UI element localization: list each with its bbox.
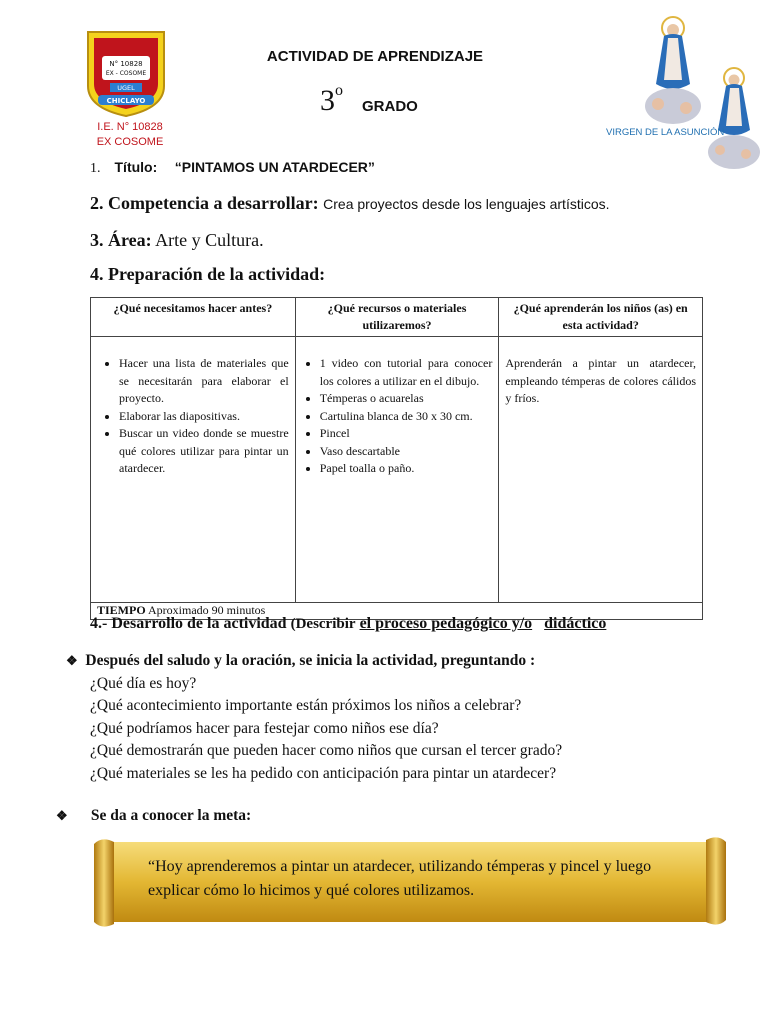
competence-label: 2. Competencia a desarrollar bbox=[90, 193, 313, 213]
list-item: • 1 video con tutorial para conocer los colores a utilizar en el dibujo. bbox=[320, 355, 493, 390]
development-label: 4.- Desarrollo de la actividad bbox=[90, 615, 287, 632]
header-before: ¿Qué necesitamos hacer antes? bbox=[91, 298, 296, 337]
virgin-image-1 bbox=[640, 14, 706, 132]
school-former-name: EX COSOME bbox=[96, 136, 164, 148]
section1-number: 1. bbox=[90, 161, 101, 176]
list-item: • Hacer una lista de materiales que se necesitarán para elaborar el proyecto. bbox=[119, 355, 289, 408]
logo-name-text: EX - COSOME bbox=[105, 70, 147, 77]
meta-heading bbox=[56, 807, 251, 825]
question-item: ¿Qué día es hoy? bbox=[90, 674, 197, 692]
question-item: ¿Qué acontecimiento importante están próximos los niños a celebrar? bbox=[90, 697, 522, 714]
development-paren: (Describir bbox=[290, 616, 356, 632]
table-header-row bbox=[91, 298, 703, 337]
development-heading bbox=[90, 615, 606, 633]
preparation-table bbox=[90, 297, 703, 620]
process-intro: Después del saludo y la oración, se inicia la actividad, preguntando : bbox=[85, 652, 536, 669]
school-number: I.E. N° 10828 bbox=[97, 121, 163, 133]
materials-cell bbox=[295, 337, 499, 603]
preparation-heading: 4. Preparación de la actividad: bbox=[90, 264, 326, 284]
section1-label: Título: bbox=[114, 159, 158, 175]
area-label: 3. Área: bbox=[90, 230, 152, 250]
logo-number-text: N° 10828 bbox=[109, 60, 143, 68]
diamond-bullet-icon: ❖ bbox=[66, 653, 78, 668]
table-row bbox=[91, 337, 703, 603]
area-value: Arte y Cultura. bbox=[155, 230, 264, 250]
logo-ugel-text: UGEL bbox=[117, 84, 135, 92]
list-item: • Cartulina blanca de 30 x 30 cm. bbox=[320, 408, 493, 426]
development-underlined-2: didáctico bbox=[544, 615, 607, 632]
grade-label: GRADO bbox=[362, 98, 418, 115]
area-line bbox=[90, 230, 264, 251]
process-block bbox=[66, 650, 562, 785]
header-materials: ¿Qué recursos o materiales utilizaremos? bbox=[295, 298, 499, 337]
list-item: • Papel toalla o paño. bbox=[320, 460, 493, 478]
grade-degree: o bbox=[335, 82, 343, 99]
development-underlined-1: el proceso pedagógico y/o bbox=[359, 615, 533, 632]
section-title-line bbox=[90, 159, 375, 177]
question-item: ¿Qué podríamos hacer para festejar como niños ese día? bbox=[90, 719, 439, 737]
time-label: TIEMPO bbox=[97, 603, 146, 617]
question-item: ¿Qué materiales se les ha pedido con anticipación para pintar un atardecer? bbox=[90, 764, 557, 782]
list-item: • Buscar un video donde se muestre qué colores utilizar para pintar un atardecer. bbox=[119, 425, 289, 478]
learn-cell: Aprenderán a pintar un atardecer, empleando témperas de colores cálidos y fríos. bbox=[499, 337, 703, 603]
time-value: Aproximado 90 minutos bbox=[148, 603, 266, 617]
grade-number bbox=[320, 84, 343, 118]
question-item: ¿Qué demostrarán que pueden hacer como niños que cursan el tercer grado? bbox=[90, 742, 563, 759]
activity-title: “PINTAMOS UN ATARDECER” bbox=[174, 159, 375, 175]
logo-city-text: CHICLAYO bbox=[106, 97, 146, 105]
meta-label: Se da a conocer la meta: bbox=[90, 807, 252, 824]
list-item: • Vaso descartable bbox=[320, 443, 493, 461]
before-cell bbox=[91, 337, 296, 603]
virgin-image-2 bbox=[704, 64, 764, 176]
diamond-bullet-icon: ❖ bbox=[56, 808, 68, 823]
competence-line: 2. Competencia a desarrollar: Crea proyectos desde los lenguajes artísticos. bbox=[90, 193, 610, 213]
list-item: • Pincel bbox=[320, 425, 493, 443]
school-name bbox=[80, 120, 180, 150]
list-item: • Elaborar las diapositivas. bbox=[119, 408, 289, 426]
goal-text: “Hoy aprenderemos a pintar un atardecer, utilizando témperas y pincel y luego explicar cómo lo hicimos y qué colores utilizamos. bbox=[148, 858, 652, 899]
header-learn: ¿Qué aprenderán los niños (as) en esta actividad? bbox=[499, 298, 703, 337]
page-title: ACTIVIDAD DE APRENDIZAJE bbox=[266, 48, 484, 65]
grade-digit: 3 bbox=[320, 84, 335, 117]
competence-desc: Crea proyectos desde los lenguajes artísticos. bbox=[323, 196, 610, 212]
list-item: • Témperas o acuarelas bbox=[320, 390, 493, 408]
virgin-caption: VIRGEN DE LA ASUNCIÓN bbox=[606, 127, 725, 138]
school-crest-logo bbox=[84, 28, 168, 118]
